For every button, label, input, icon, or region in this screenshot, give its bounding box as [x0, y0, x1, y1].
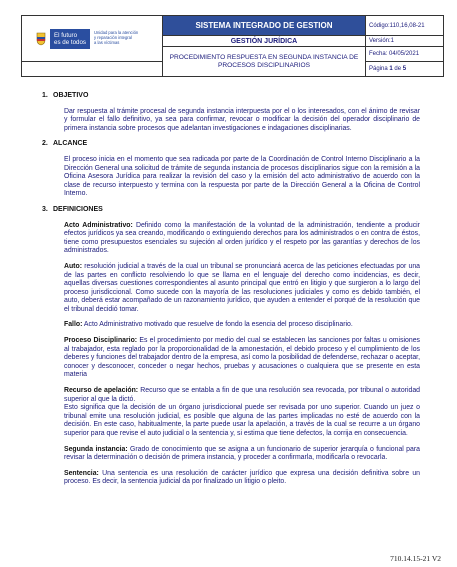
- definition-item: [64, 222, 420, 256]
- procedure-title: PROCEDIMIENTO RESPUESTA EN SEGUNDA INSTANCIA DE PROCESOS DISCIPLINARIOS: [163, 47, 366, 77]
- logo-side-text: Unidad para la atención y reparación integral a las víctimas: [94, 30, 139, 45]
- definition-text: Definido como la manifestación de la voluntad de la administración, tendiente a producir efectos jurídicos ya sea creando, modificando o extinguiendo derechos para los administrados o en contra de éstos, tiene como presupuestos esenciales su sujeción al orden jurídico y el respeto por las garantías y derechos de los administrados.: [64, 221, 420, 255]
- definition-text: Es el procedimiento por medio del cual se establecen las sanciones por faltas u omisiones al trabajador, esta reglado por la proporcionalidad de la amonestación, el debido proceso y el cumplimiento de los deberes y funciones del trabajador dentro de la empresa, así como la posibilidad de defenderse, rechazar o aceptar, conocer y desconocer, conceder o negar hechos, pruebas y acusaciones o cualquiera que se presente en esta materia: [64, 337, 420, 379]
- definition-term: Recurso de apelación:: [64, 387, 139, 395]
- definition-term: Sentencia:: [64, 469, 99, 477]
- section-objetivo: [42, 92, 420, 133]
- definition-item: [64, 470, 420, 487]
- logo-main-text: El futuro es de todos: [50, 29, 90, 49]
- section-heading: 2. ALCANCE: [42, 140, 88, 148]
- definition-term: Proceso Disciplinario:: [64, 337, 138, 345]
- document-body: [42, 92, 420, 494]
- page-field: Página 1 de 5: [366, 62, 444, 77]
- definition-term: Fallo:: [64, 321, 83, 329]
- definition-item: [64, 337, 420, 380]
- definition-item: [64, 263, 420, 315]
- definition-term: Auto:: [64, 262, 82, 270]
- section-alcance: [42, 140, 420, 199]
- definition-text: Acto Administrativo motivado que resuelve de fondo la esencia del proceso disciplinario.: [82, 321, 353, 329]
- footer-code: 710.14.15-21 V2: [390, 554, 441, 563]
- definition-item: [64, 387, 420, 439]
- definition-text: resolución judicial a través de la cual un tribunal se pronunciará acerca de las peticiones efectuadas por una de las partes en conflicto resolviendo lo que se llama en el lenguaje del derecho como incidencias, es decir, aquellas diversas cuestiones correspondientes al asunto principal que entró en litigio y que surgieron a lo largo del proceso jurisdiccional. Como sucede con la mayoría de las resoluciones judiciales y como es debido también, el auto, deberá estar acompañado de un razonamiento jurídico, que ayuden a entender el porqué de la resolución que el tribunal decidió tomar.: [64, 262, 420, 313]
- system-title: SISTEMA INTEGRADO DE GESTION: [163, 16, 366, 36]
- section-heading: 1. OBJETIVO: [42, 92, 89, 99]
- definition-text: Recurso que se entabla a fin de que una resolución sea revocada, por tribunal o autoridad superior al que la dictó. Esto significa que la decisión de un órgano jurisdiccional puede ser revisada por uno superior. Cuando un juez o tribunal emite una resolución judicial, es posible que alguna de las partes implicadas no esté de acuerdo con la decisión. En este caso, habitualmente, la parte puede usar la apelación, a través de la cual se recurre a un órgano superior para que revise el auto judicial o la sentencia y, si estima que tiene defectos, la corrija en consecuencia.: [64, 387, 420, 437]
- definition-item: [64, 446, 420, 463]
- definition-text: Grado de conocimiento que se asigna a un funcionario de superior jerarquía o funcional para revisar la determinación o decisión de primera instancia, y proceder a confirmarla, modificarla o revocarla.: [64, 445, 420, 462]
- code-field: Código:110,16,08-21: [366, 16, 444, 36]
- section-text: El proceso inicia en el momento que sea radicada por parte de la Coordinación de Control Interno Disciplinario a la Dirección General una solicitud de trámite de segunda instancia de procesos disciplinarios sigue con la remisión a la Oficina Asesora Jurídica para realizar la revisión del caso y la emisión del acto administrativo de acuerdo con la clase de recurso interpuesto y termina con la respuesta por parte de la Dirección General a la Oficina de Control Interno.: [64, 155, 420, 198]
- section-heading: 3. DEFINICIONES: [42, 205, 103, 213]
- definition-term: Segunda instancia:: [64, 445, 128, 453]
- definitions-list: [64, 222, 420, 487]
- logo-cell: [22, 16, 163, 62]
- definition-term: Acto Administrativo:: [64, 221, 133, 229]
- coat-of-arms-icon: [36, 32, 46, 46]
- area-title: GESTIÓN JURÍDICA: [163, 36, 366, 47]
- version-field: Versión:1: [366, 36, 444, 47]
- definition-text: Una sentencia es una resolución de carácter jurídico que expresa una decisión definitiva sobre un proceso. Es decir, la sentencia judicial da por finalizado un litigio o pleito.: [64, 469, 420, 486]
- date-field: Fecha: 04/05/2021: [366, 47, 444, 62]
- logo: [22, 16, 162, 61]
- definition-item: [64, 321, 420, 330]
- section-text: Dar respuesta al trámite procesal de segunda instancia interpuesta por el o los interesados, con el ánimo de revisar y formular el fallo definitivo, ya sea para confirmar, revocar o modificar la decisión del operador disciplinario de primera instancia sobre procesos que adelantan investigaciones e indagaciones disciplinarias.: [64, 107, 420, 132]
- section-definiciones: [42, 206, 420, 487]
- document-header: [21, 15, 444, 77]
